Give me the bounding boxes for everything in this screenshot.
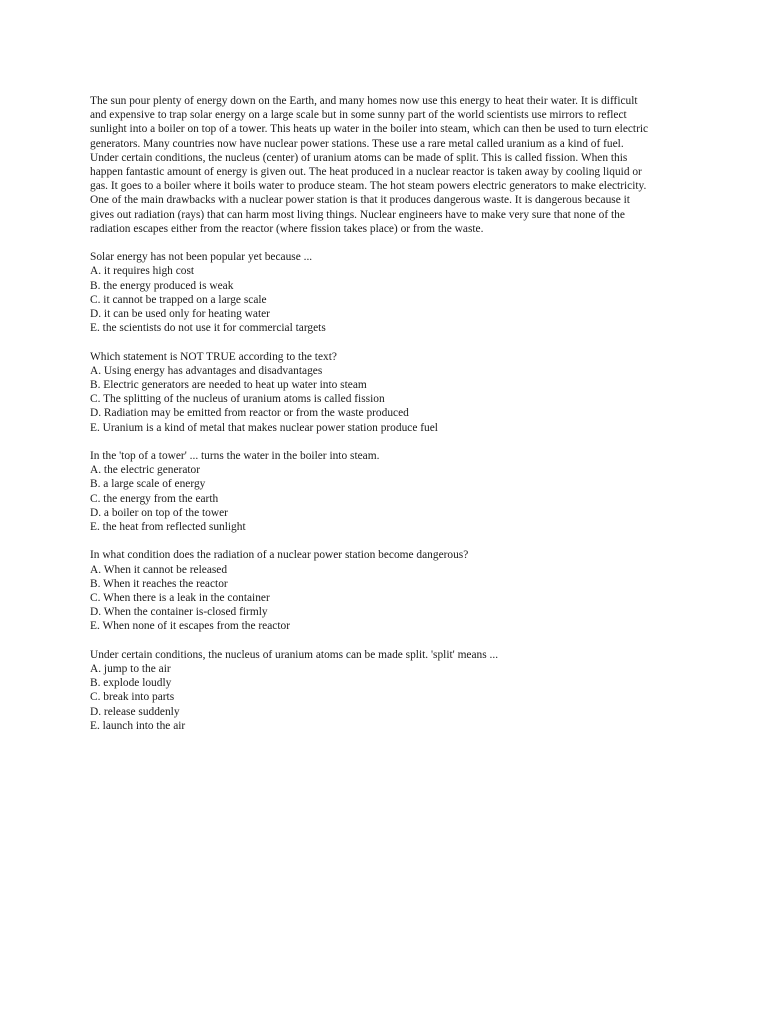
passage-line: sunlight into a boiler on top of a tower. This heats up water in the boiler into steam, which can then be used to turn electric [90, 123, 649, 136]
answer-option-a: A. the electric generator [90, 464, 201, 477]
answer-option-c: C. When there is a leak in the container [90, 592, 270, 605]
passage-line: The sun pour plenty of energy down on the Earth, and many homes now use this energy to heat their water. It is difficult [90, 95, 638, 107]
answer-option-e: E. the scientists do not use it for commercial targets [90, 322, 326, 335]
passage-line: Under certain conditions, the nucleus (center) of uranium atoms can be made of split. This is called fission. When this [90, 151, 628, 164]
answer-option-e: E. launch into the air [90, 719, 186, 732]
answer-option-e: E. the heat from reflected sunlight [90, 521, 246, 534]
question-stem: In what condition does the radiation of a nuclear power station become dangerous? [90, 549, 469, 562]
question-1 [90, 250, 690, 335]
passage-line: gas. It goes to a boiler where it boils water to produce steam. The hot steam powers electric generators to make electricity. [90, 180, 647, 193]
question-stem: Which statement is NOT TRUE according to the text? [90, 350, 337, 363]
answer-option-b: B. the energy produced is weak [90, 279, 234, 292]
answer-option-d: D. Radiation may be emitted from reactor or from the waste produced [90, 407, 409, 420]
answer-option-b: B. Electric generators are needed to heat up water into steam [90, 379, 367, 392]
answer-option-e: E. When none of it escapes from the reactor [90, 620, 290, 633]
answer-option-a: A. jump to the air [90, 663, 171, 676]
answer-option-a: A. it requires high cost [90, 265, 195, 278]
passage-line: generators. Many countries now have nuclear power stations. These use a rare metal called uranium as a kind of fuel. [90, 137, 624, 150]
answer-option-d: D. When the container is-closed firmly [90, 606, 268, 619]
question-stem: Solar energy has not been popular yet because ... [90, 251, 313, 264]
passage-line: happen fantastic amount of energy is given out. The heat produced in a nuclear reactor is taken away by cooling liquid or [90, 166, 642, 179]
reading-passage [90, 94, 690, 236]
passage-line: radiation escapes either from the reactor (where fission takes place) or from the waste. [90, 222, 484, 235]
answer-option-d: D. a boiler on top of the tower [90, 506, 228, 519]
passage-line: and expensive to trap solar energy on a large scale but in some sunny part of the world scientists use mirrors to reflect [90, 109, 627, 122]
passage-line: One of the main drawbacks with a nuclear power station is that it produces dangerous waste. It is dangerous because it [90, 194, 630, 207]
answer-option-c: C. break into parts [90, 691, 175, 704]
answer-option-e: E. Uranium is a kind of metal that makes nuclear power station produce fuel [90, 421, 438, 434]
question-5 [90, 648, 690, 733]
answer-option-d: D. release suddenly [90, 705, 180, 718]
answer-option-a: A. When it cannot be released [90, 563, 228, 576]
answer-option-b: B. When it reaches the reactor [90, 577, 228, 590]
document-page [90, 94, 690, 733]
answer-option-c: C. the energy from the earth [90, 492, 219, 505]
question-3 [90, 449, 690, 534]
answer-option-c: C. it cannot be trapped on a large scale [90, 293, 267, 306]
question-2 [90, 350, 690, 435]
answer-option-b: B. a large scale of energy [90, 478, 206, 491]
answer-option-b: B. explode loudly [90, 677, 172, 690]
passage-line: gives out radiation (rays) that can harm most living things. Nuclear engineers have to make very sure that none of the [90, 208, 625, 221]
answer-option-a: A. Using energy has advantages and disadvantages [90, 364, 323, 377]
question-4 [90, 548, 690, 633]
answer-option-c: C. The splitting of the nucleus of uranium atoms is called fission [90, 393, 385, 406]
answer-option-d: D. it can be used only for heating water [90, 308, 270, 321]
question-stem: Under certain conditions, the nucleus of uranium atoms can be made split. 'split' means ... [90, 648, 499, 661]
question-stem: In the 'top of a tower' ... turns the water in the boiler into steam. [90, 450, 380, 463]
